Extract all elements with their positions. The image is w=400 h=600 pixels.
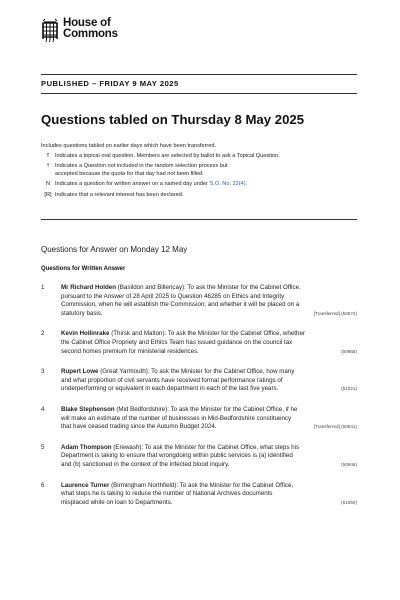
question-reference: [Transferred] (50574) <box>313 310 357 316</box>
question-reference: [Transferred] (50641) <box>313 424 357 430</box>
published-date: PUBLISHED – FRIDAY 9 MAY 2025 <box>41 79 179 88</box>
question-item <box>41 284 357 318</box>
question-reference: (51059) <box>341 499 357 505</box>
section-title: Questions for Answer on Monday 12 May <box>41 245 188 254</box>
question-item <box>41 406 357 432</box>
question-list <box>41 284 357 507</box>
legend-text-after: . <box>245 181 248 188</box>
question-text: the Cabinet Office Propriety and Ethics Team has issued guidance on the council tax <box>61 338 293 346</box>
question-number: 3 <box>41 368 45 376</box>
question-text: (Birmingham Northfield): To ask the Minister for the Cabinet Office, <box>109 481 294 489</box>
question-text: misplaced while on loan to Departments. <box>61 498 173 506</box>
question-text: statutory basis. <box>61 309 103 317</box>
question-number: 1 <box>41 284 45 291</box>
legend-row-topical <box>41 153 357 160</box>
legend-symbol: T <box>46 153 50 159</box>
question-reference: (50868) <box>341 348 357 354</box>
legend-row-dagger <box>41 163 357 178</box>
legend-text: Indicates a Question not included in the random selection process but <box>55 163 228 170</box>
subheading: Questions for Written Answer <box>41 266 126 272</box>
question-text: Commission, when he will establish the Commission; and whether it will be placed on a <box>61 301 300 309</box>
logo-line-2: Commons <box>63 28 118 40</box>
page-title: Questions tabled on Thursday 8 May 2025 <box>41 112 305 127</box>
portcullis-icon <box>41 18 59 44</box>
standing-order-link[interactable]: S.O. No. 22(4) <box>209 181 246 188</box>
published-rule <box>41 93 357 94</box>
question-text: Department is taking to ensure that wrongdoing within public services is (a) identified <box>61 452 293 460</box>
question-text: and (b) sanctioned in the context of the infected blood inquiry. <box>61 460 230 468</box>
question-text: (Thirsk and Malton): To ask the Minister for the Cabinet Office, whether <box>109 330 305 338</box>
question-number: 2 <box>41 330 45 338</box>
legend-row-relevant-interest <box>41 192 357 199</box>
question-item <box>41 482 357 508</box>
question-item <box>41 330 357 356</box>
legend-intro: Includes questions tabled on earlier days which have been transferred. <box>41 143 217 149</box>
question-text: (Great Yarmouth): To ask the Minister for the Cabinet Office, how many <box>98 368 295 376</box>
legend-symbol: N <box>45 181 51 188</box>
question-number: 5 <box>41 443 45 451</box>
question-number: 6 <box>41 481 45 489</box>
question-item <box>41 368 357 394</box>
question-text: second homes premium for ministerial residences. <box>61 347 199 355</box>
legend-row-named-day <box>41 181 357 188</box>
question-text: (Mid Bedfordshire): To ask the Minister for the Cabinet Office, if he <box>114 405 298 413</box>
legend-text: Indicates that a relevant interest has been declared. <box>55 191 184 198</box>
legend-symbol: † <box>46 163 50 170</box>
question-text: underperforming or equivalent in each department in each of the last five years. <box>61 385 279 393</box>
logo-line-1: House of <box>63 17 111 29</box>
question-number: 4 <box>41 405 45 413</box>
question-text: (Basildon and Billericay): To ask the Minister for the Cabinet Office, <box>116 284 301 291</box>
house-of-commons-logo <box>41 18 118 44</box>
legend-text: Indicates a question for written answer on a named day under <box>55 181 208 188</box>
question-text: (Erewash): To ask the Minister for the Cabinet Office, what steps his <box>111 443 300 451</box>
member-name: Laurence Turner <box>61 481 110 489</box>
section-rule <box>41 219 357 220</box>
question-text: that have ceased trading since the Autumn Budget 2024. <box>61 423 217 431</box>
member-name: Adam Thompson <box>61 443 112 451</box>
member-name: Blake Stephenson <box>61 405 115 413</box>
question-text: will make an estimate of the number of businesses in Mid-Bedfordshire constituency <box>61 414 292 422</box>
member-name: Mr Richard Holden <box>61 284 117 291</box>
question-text: pursuant to the Answer of 28 April 2025 to Question 46285 on Ethics and Integrity <box>61 292 285 300</box>
legend-text: Indicates a topical oral question. Members are selected by ballot to ask a Topical Question. <box>55 153 280 159</box>
question-reference: (50946) <box>341 461 357 467</box>
legend <box>41 153 357 202</box>
question-text: and what proportion of civil servants have received formal performance ratings of <box>61 376 283 384</box>
question-text: what steps he is taking to reduce the number of National Archives documents <box>61 490 273 498</box>
top-rule <box>41 74 357 75</box>
legend-symbol: [R] <box>44 191 52 198</box>
legend-text: accepted because the quota for that day had not been filled. <box>55 170 204 177</box>
question-reference: (51021) <box>341 386 357 392</box>
question-item <box>41 444 357 470</box>
member-name: Rupert Lowe <box>61 368 99 376</box>
member-name: Kevin Hollinrake <box>61 330 110 338</box>
